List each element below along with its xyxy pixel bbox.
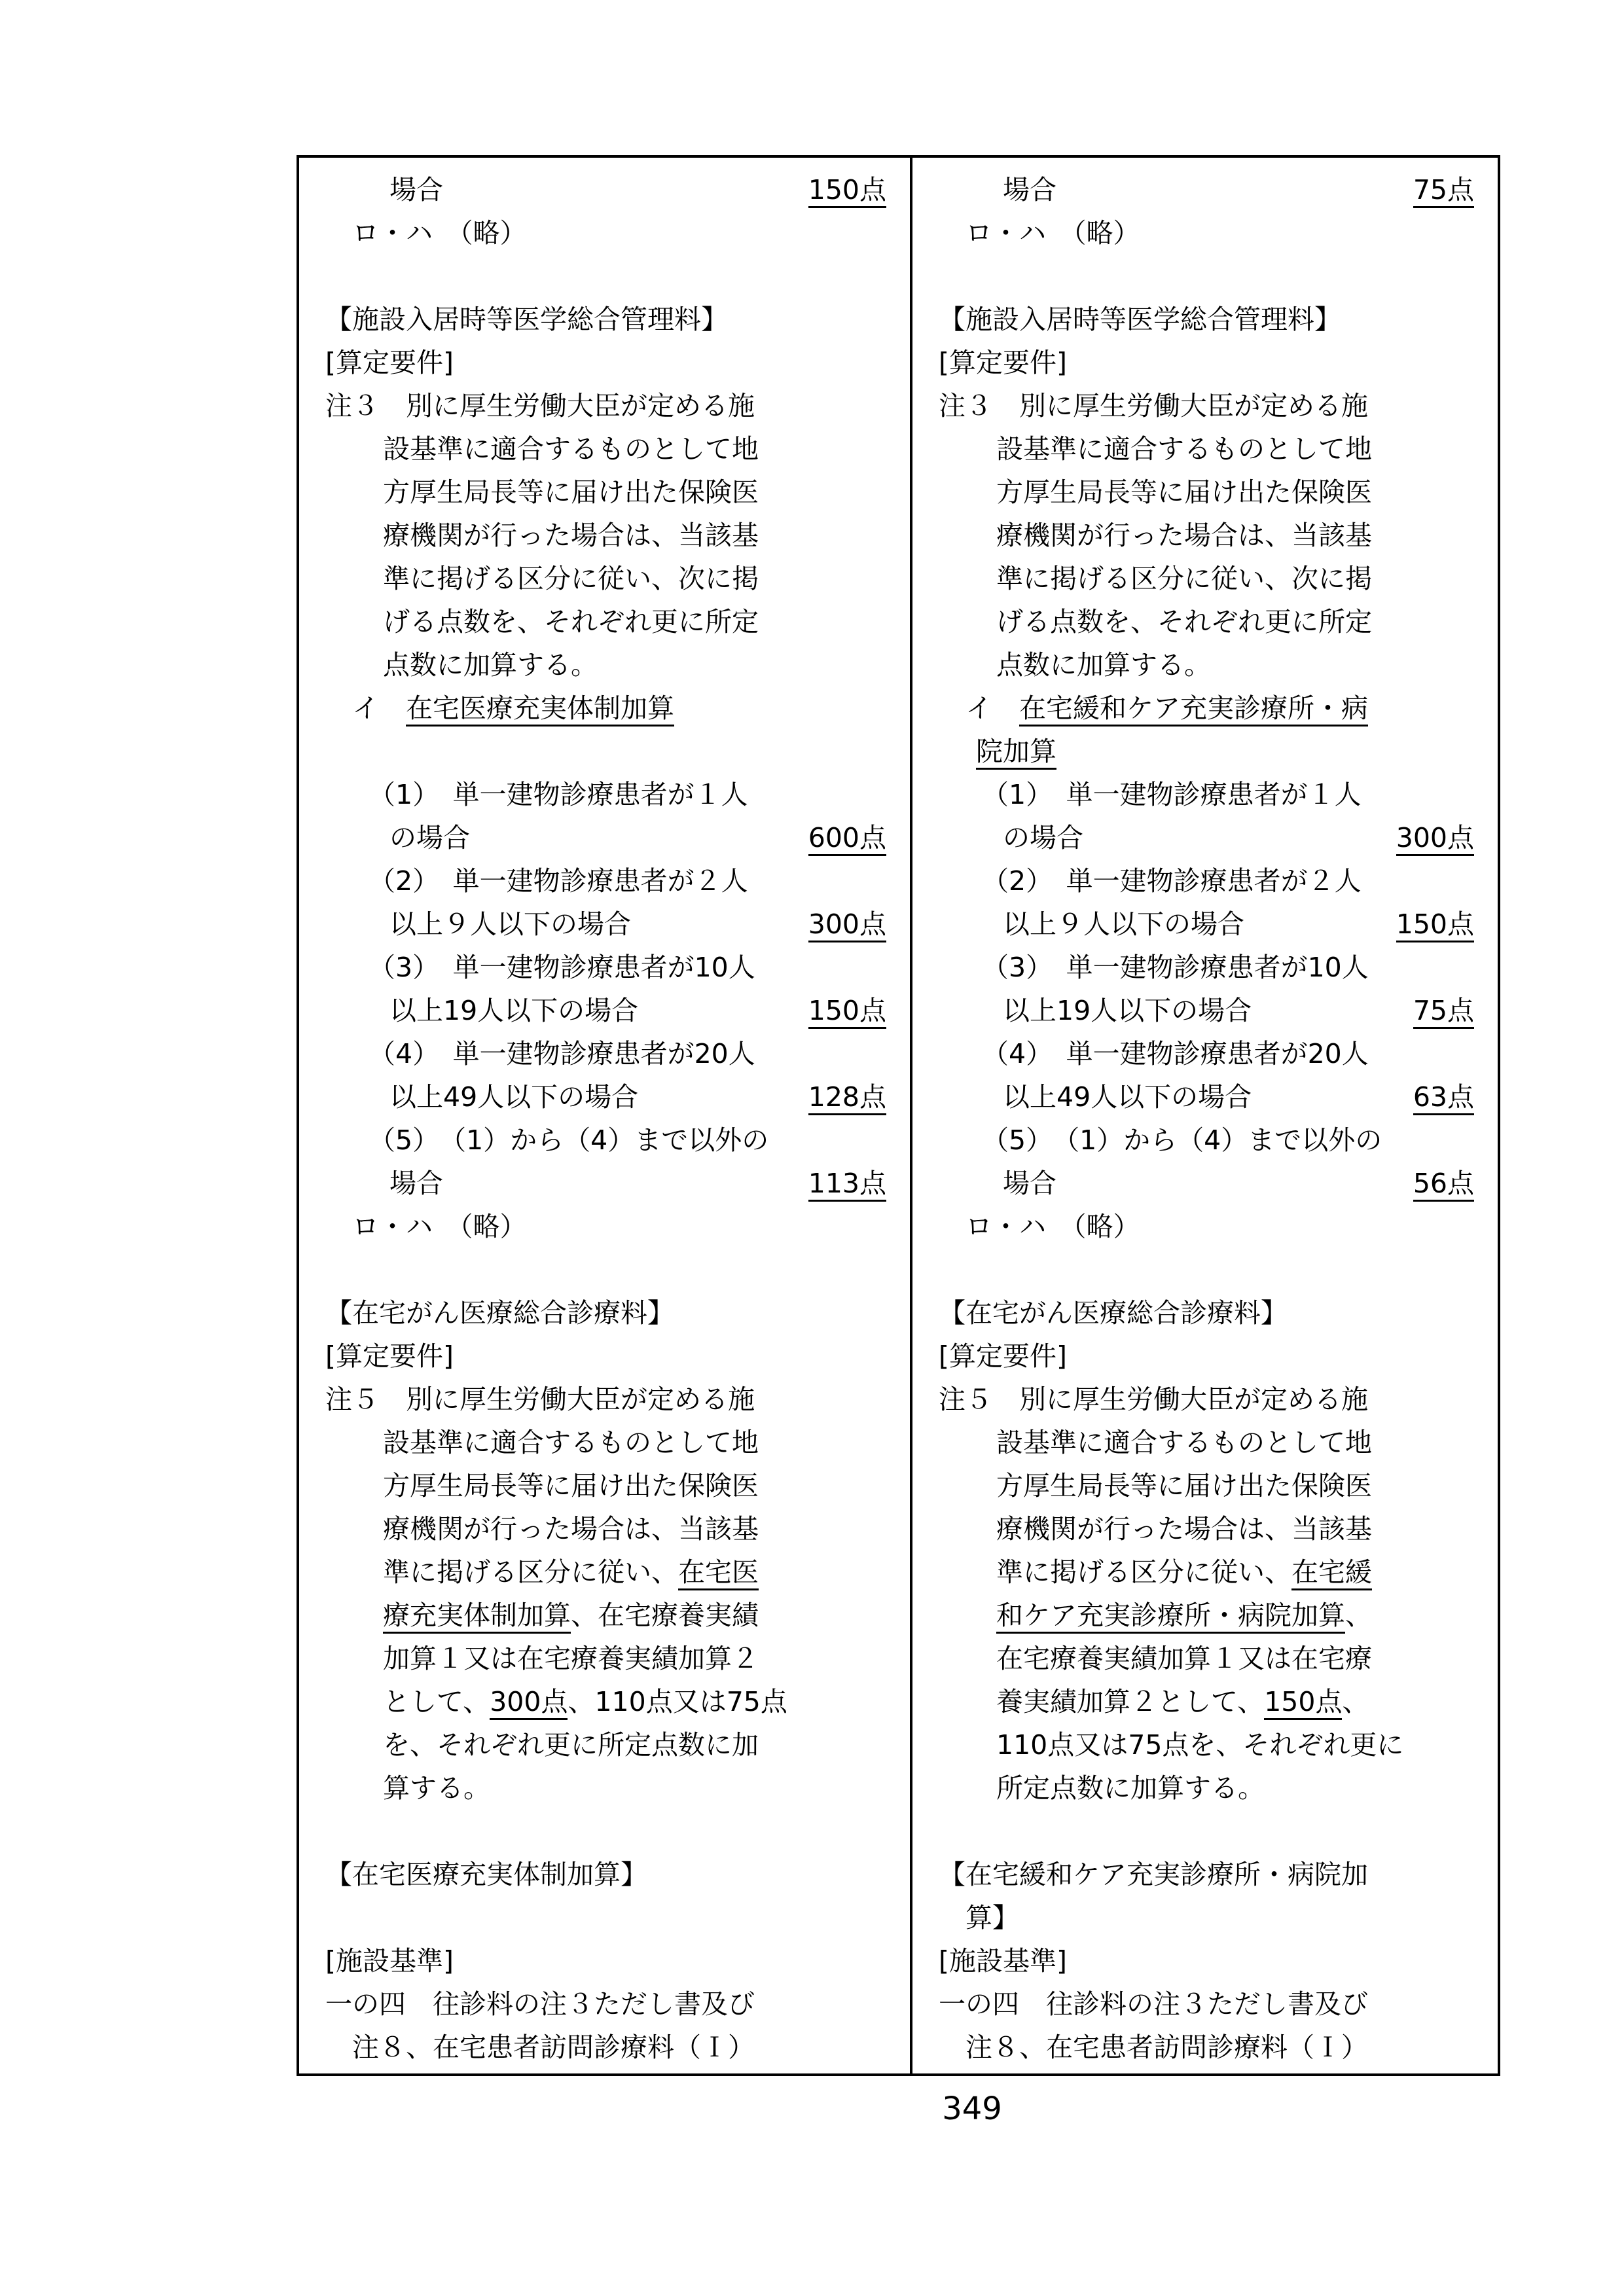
table-row xyxy=(939,859,1474,903)
table-row xyxy=(939,211,1474,255)
table-row xyxy=(325,730,886,773)
line-text: 以上49人以下の場合 xyxy=(389,1081,639,1113)
line-text: （2） 単一建物診療患者が２人 xyxy=(369,865,748,897)
line-text: 一の四 往診料の注３ただし書及び xyxy=(939,1988,1368,2020)
table-row xyxy=(939,816,1474,859)
table-row xyxy=(325,600,886,643)
table-row xyxy=(939,341,1474,384)
line-text: ロ・ハ （略） xyxy=(352,217,527,249)
table-row xyxy=(325,1594,886,1637)
table-row xyxy=(939,1594,1474,1637)
points-value: 150点 xyxy=(1396,903,1474,946)
line-text: 準に掲げる区分に従い、在宅医 xyxy=(325,1551,759,1594)
line-text: ロ・ハ （略） xyxy=(965,217,1140,249)
table-row xyxy=(325,1205,886,1248)
table-row xyxy=(325,1421,886,1464)
line-text: 【在宅がん医療総合診療料】 xyxy=(325,1297,674,1329)
table-row xyxy=(325,1075,886,1119)
table-row xyxy=(939,1810,1474,1853)
table-row xyxy=(939,2026,1474,2069)
line-text: 所定点数に加算する。 xyxy=(996,1772,1265,1804)
line-text: 方厚生局長等に届け出た保険医 xyxy=(383,1470,759,1501)
table-row xyxy=(325,384,886,427)
line-text: 一の四 往診料の注３ただし書及び xyxy=(325,1988,755,2020)
line-text: 和ケア充実診療所・病院加算、 xyxy=(939,1594,1372,1637)
page-number: 349 xyxy=(942,2090,1002,2127)
table-row xyxy=(325,2026,886,2069)
line-text: 場合 xyxy=(389,174,443,206)
line-text: 以上49人以下の場合 xyxy=(1003,1081,1252,1113)
line-text: 養実績加算２として、150点、 xyxy=(939,1680,1369,1723)
line-text: 準に掲げる区分に従い、在宅緩 xyxy=(939,1551,1372,1594)
line-text: [算定要件] xyxy=(939,347,1067,378)
table-row xyxy=(939,471,1474,514)
table-row xyxy=(939,1162,1474,1205)
table-row xyxy=(325,1248,886,1291)
table-row xyxy=(325,1810,886,1853)
line-text: （3） 単一建物診療患者が10人 xyxy=(369,952,755,983)
table-row xyxy=(325,1378,886,1421)
table-row xyxy=(325,1335,886,1378)
table-row xyxy=(939,1205,1474,1248)
table-row xyxy=(325,168,886,211)
table-row xyxy=(325,1162,886,1205)
table-row xyxy=(939,1551,1474,1594)
table-row xyxy=(325,816,886,859)
points-value: 300点 xyxy=(1396,816,1474,859)
line-text: 点数に加算する。 xyxy=(383,649,598,681)
line-text: 準に掲げる区分に従い、次に掲 xyxy=(383,563,759,594)
line-text: 場合 xyxy=(389,1168,443,1199)
table-row xyxy=(939,1939,1474,1982)
line-text: げる点数を、それぞれ更に所定 xyxy=(996,606,1372,637)
line-text: 算】 xyxy=(965,1902,1019,1933)
line-text: [施設基準] xyxy=(939,1945,1067,1977)
table-row xyxy=(939,514,1474,557)
line-text: 注３ 別に厚生労働大臣が定める施 xyxy=(325,390,755,422)
line-text: 療機関が行った場合は、当該基 xyxy=(383,1513,759,1545)
table-row xyxy=(939,1464,1474,1507)
table-row xyxy=(939,1680,1474,1723)
table-row xyxy=(325,1507,886,1551)
table-row xyxy=(325,211,886,255)
line-text: げる点数を、それぞれ更に所定 xyxy=(383,606,759,637)
table-row xyxy=(325,1291,886,1335)
line-text: イ 在宅緩和ケア充実診療所・病 xyxy=(939,687,1368,730)
table-row xyxy=(939,1507,1474,1551)
table-row xyxy=(939,1723,1474,1767)
line-text: イ 在宅医療充実体制加算 xyxy=(325,687,674,730)
points-value: 300点 xyxy=(808,903,886,946)
line-text: 注５ 別に厚生労働大臣が定める施 xyxy=(325,1384,755,1415)
table-column-right xyxy=(912,158,1498,2073)
table-row xyxy=(939,1032,1474,1075)
table-row xyxy=(939,1853,1474,1896)
table-row xyxy=(325,557,886,600)
table-row xyxy=(325,1767,886,1810)
table-row xyxy=(939,168,1474,211)
table-row xyxy=(325,255,886,298)
table-row xyxy=(939,946,1474,989)
table-row xyxy=(325,1723,886,1767)
line-text: として、300点、110点又は75点 xyxy=(325,1680,787,1723)
table-row xyxy=(325,298,886,341)
table-row xyxy=(939,1896,1474,1939)
table-row xyxy=(939,1248,1474,1291)
table-row xyxy=(325,471,886,514)
table-row xyxy=(325,859,886,903)
line-text: 以上９人以下の場合 xyxy=(389,908,631,940)
line-text: を、それぞれ更に所定点数に加 xyxy=(383,1729,759,1761)
line-text: [算定要件] xyxy=(325,347,454,378)
line-text: 療充実体制加算、在宅療養実績 xyxy=(325,1594,759,1637)
line-text: 【在宅がん医療総合診療料】 xyxy=(939,1297,1288,1329)
table-column-left xyxy=(299,158,912,2073)
points-value: 75点 xyxy=(1413,989,1474,1032)
points-value: 56点 xyxy=(1413,1162,1474,1205)
points-value: 113点 xyxy=(808,1162,886,1205)
line-text: （4） 単一建物診療患者が20人 xyxy=(369,1038,755,1069)
table-row xyxy=(939,1378,1474,1421)
table-row xyxy=(939,1421,1474,1464)
table-row xyxy=(325,1032,886,1075)
table-row xyxy=(939,557,1474,600)
line-text: 設基準に適合するものとして地 xyxy=(383,433,759,465)
line-text: の場合 xyxy=(1003,822,1083,853)
line-text: [施設基準] xyxy=(325,1945,454,1977)
table-row xyxy=(939,989,1474,1032)
line-text: 設基準に適合するものとして地 xyxy=(383,1427,759,1458)
table-row xyxy=(939,298,1474,341)
line-text: 以上19人以下の場合 xyxy=(1003,995,1252,1026)
line-text: 方厚生局長等に届け出た保険医 xyxy=(996,476,1372,508)
line-text: 場合 xyxy=(1003,174,1056,206)
line-text: （4） 単一建物診療患者が20人 xyxy=(982,1038,1369,1069)
line-text: 療機関が行った場合は、当該基 xyxy=(996,520,1372,551)
comparison-table xyxy=(297,155,1500,2076)
table-row xyxy=(325,1119,886,1162)
line-text: 注８、在宅患者訪問診療料（Ｉ） xyxy=(965,2032,1368,2063)
line-text: 注５ 別に厚生労働大臣が定める施 xyxy=(939,1384,1368,1415)
points-value: 63点 xyxy=(1413,1075,1474,1119)
line-text: （3） 単一建物診療患者が10人 xyxy=(982,952,1369,983)
line-text: 場合 xyxy=(1003,1168,1056,1199)
line-text: 方厚生局長等に届け出た保険医 xyxy=(383,476,759,508)
table-row xyxy=(325,903,886,946)
line-text: （1） 単一建物診療患者が１人 xyxy=(369,779,748,810)
table-row xyxy=(939,1119,1474,1162)
table-row xyxy=(939,255,1474,298)
table-row xyxy=(939,1335,1474,1378)
points-value: 75点 xyxy=(1413,168,1474,211)
line-text: 110点又は75点を、それぞれ更に xyxy=(996,1729,1404,1761)
table-row xyxy=(325,341,886,384)
table-row xyxy=(939,1291,1474,1335)
table-row xyxy=(325,1680,886,1723)
table-row xyxy=(325,1464,886,1507)
points-value: 150点 xyxy=(808,168,886,211)
line-text: [算定要件] xyxy=(939,1340,1067,1372)
table-row xyxy=(939,730,1474,773)
table-row xyxy=(939,427,1474,471)
table-row xyxy=(325,773,886,816)
table-row xyxy=(939,1767,1474,1810)
line-text: （2） 単一建物診療患者が２人 xyxy=(982,865,1362,897)
table-row xyxy=(939,1982,1474,2026)
table-row xyxy=(325,1939,886,1982)
line-text: 以上９人以下の場合 xyxy=(1003,908,1244,940)
table-row xyxy=(939,903,1474,946)
table-row xyxy=(325,1896,886,1939)
line-text: 療機関が行った場合は、当該基 xyxy=(383,520,759,551)
table-row xyxy=(939,600,1474,643)
line-text: 算する。 xyxy=(383,1772,490,1804)
line-text: 【施設入居時等医学総合管理料】 xyxy=(939,304,1341,335)
line-text: （5） （1）から（4）まで以外の xyxy=(369,1124,769,1156)
table-row xyxy=(325,514,886,557)
line-text: の場合 xyxy=(389,822,470,853)
table-row xyxy=(325,427,886,471)
table-row xyxy=(939,687,1474,730)
line-text: 設基準に適合するものとして地 xyxy=(996,433,1372,465)
line-text: 【在宅医療充実体制加算】 xyxy=(325,1859,647,1890)
table-row xyxy=(325,1853,886,1896)
table-row xyxy=(325,1637,886,1680)
table-row xyxy=(325,946,886,989)
points-value: 600点 xyxy=(808,816,886,859)
line-text: （5） （1）から（4）まで以外の xyxy=(982,1124,1382,1156)
table-row xyxy=(325,687,886,730)
line-text: [算定要件] xyxy=(325,1340,454,1372)
line-text: 準に掲げる区分に従い、次に掲 xyxy=(996,563,1372,594)
line-text: 【在宅緩和ケア充実診療所・病院加 xyxy=(939,1859,1368,1890)
line-text: 注８、在宅患者訪問診療料（Ｉ） xyxy=(352,2032,755,2063)
line-text: ロ・ハ （略） xyxy=(352,1211,527,1242)
table-row xyxy=(325,643,886,687)
points-value: 150点 xyxy=(808,989,886,1032)
table-row xyxy=(939,643,1474,687)
line-text: 院加算 xyxy=(939,730,1056,773)
line-text: 以上19人以下の場合 xyxy=(389,995,639,1026)
table-row xyxy=(939,1637,1474,1680)
table-row xyxy=(325,989,886,1032)
line-text: 【施設入居時等医学総合管理料】 xyxy=(325,304,728,335)
table-row xyxy=(939,773,1474,816)
line-text: 加算１又は在宅療養実績加算２ xyxy=(383,1643,759,1674)
line-text: 注３ 別に厚生労働大臣が定める施 xyxy=(939,390,1368,422)
line-text: 設基準に適合するものとして地 xyxy=(996,1427,1372,1458)
line-text: 在宅療養実績加算１又は在宅療 xyxy=(996,1643,1372,1674)
line-text: 療機関が行った場合は、当該基 xyxy=(996,1513,1372,1545)
points-value: 128点 xyxy=(808,1075,886,1119)
table-row xyxy=(325,1551,886,1594)
table-row xyxy=(325,1982,886,2026)
table-row xyxy=(939,384,1474,427)
line-text: 点数に加算する。 xyxy=(996,649,1211,681)
line-text: （1） 単一建物診療患者が１人 xyxy=(982,779,1362,810)
line-text: ロ・ハ （略） xyxy=(965,1211,1140,1242)
table-row xyxy=(939,1075,1474,1119)
line-text: 方厚生局長等に届け出た保険医 xyxy=(996,1470,1372,1501)
